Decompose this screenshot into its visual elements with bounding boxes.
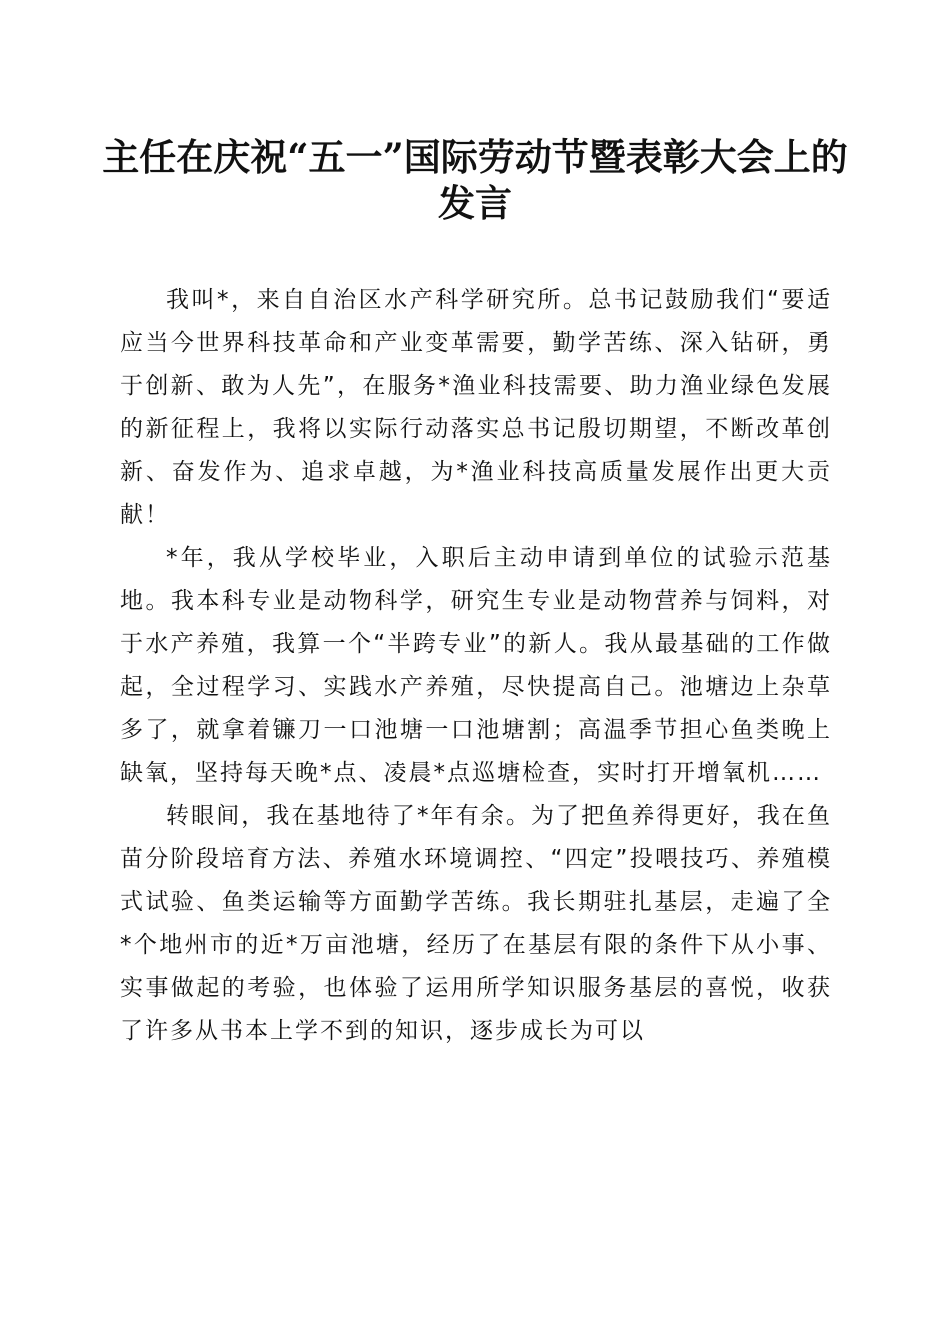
paragraph: 转眼间，我在基地待了*年有余。为了把鱼养得更好，我在鱼苗分阶段培育方法、养殖水环境调控、“四定”投喂技巧、养殖模式试验、鱼类运输等方面勤学苦练。我长期驻扎基层，走遍了全*个地州市的近*万亩池塘，经历了在基层有限的条件下从小事、实事做起的考验，也体验了运用所学知识服务基层的喜悦，收获了许多从书本上学不到的知识，逐步成长为可以 (120, 803, 832, 1044)
paragraph: 我叫*，来自自治区水产科学研究所。总书记鼓励我们“要适应当今世界科技革命和产业变革需要，勤学苦练、深入钻研，勇于创新、敢为人先”，在服务*渔业科技需要、助力渔业绿色发展的新征程上，我将以实际行动落实总书记殷切期望，不断改革创新、奋发作为、追求卓越，为*渔业科技高质量发展作出更大贡献！ (120, 287, 832, 528)
document-body (120, 279, 832, 1053)
document-title: 主任在庆祝“五一”国际劳动节暨表彰大会上的发言 (102, 135, 848, 225)
paragraph: *年，我从学校毕业，入职后主动申请到单位的试验示范基地。我本科专业是动物科学，研究生专业是动物营养与饲料，对于水产养殖，我算一个“半跨专业”的新人。我从最基础的工作做起，全过程学习、实践水产养殖，尽快提高自己。池塘边上杂草多了，就拿着镰刀一口池塘一口池塘割；高温季节担心鱼类晚上缺氧，坚持每天晚*点、凌晨*点巡塘检查，实时打开增氧机…… (120, 545, 832, 786)
